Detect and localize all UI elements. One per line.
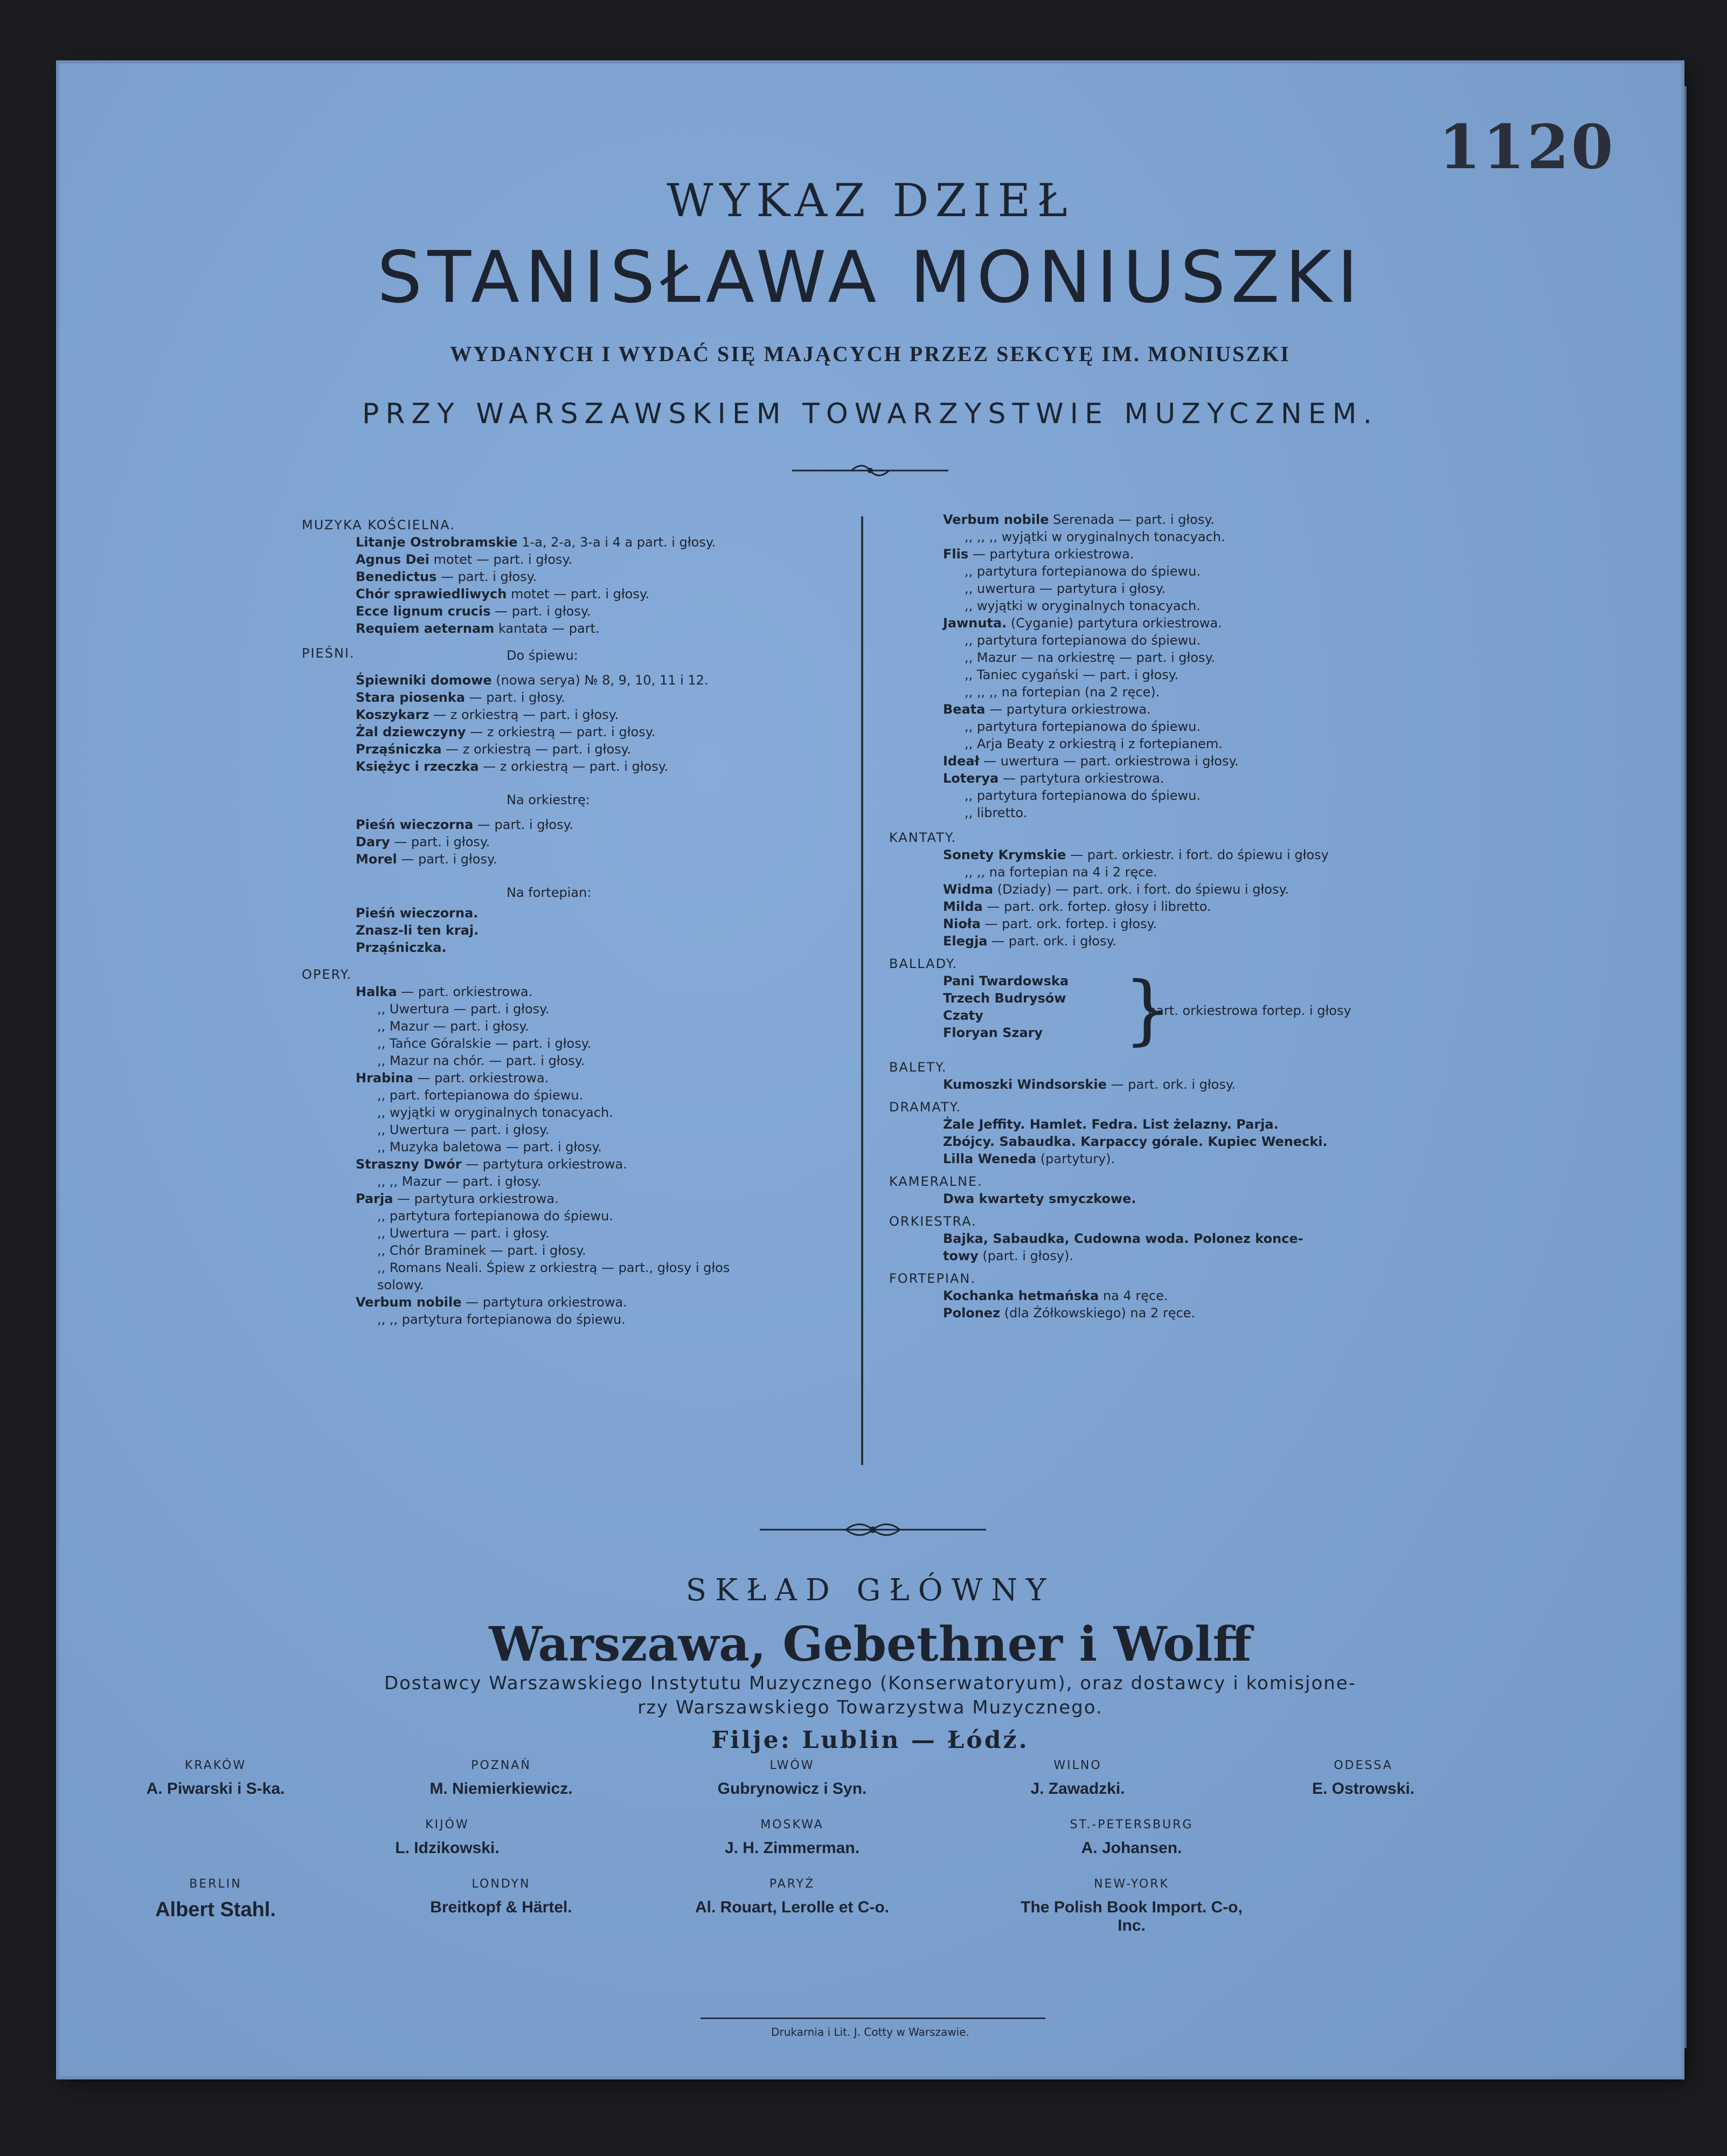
opery-list (302, 983, 878, 1328)
work-entry (889, 898, 1509, 915)
ballady-block (889, 966, 1509, 1054)
city-name: NEW-YORK (1094, 1877, 1169, 1891)
work-desc: ,, ,, na fortepian na 4 i 2 ręce. (965, 865, 1157, 880)
ornament-divider-bottom (760, 1519, 986, 1540)
section-title: DRAMATY. (889, 1100, 961, 1115)
city-name: ODESSA (1334, 1759, 1393, 1772)
dealer-entry (674, 1818, 911, 1857)
work-title: Żal dziewczyny (356, 724, 466, 740)
sklad-label: SKŁAD GŁÓWNY (685, 1573, 1055, 1608)
city-name: KIJÓW (425, 1818, 469, 1832)
work-title: Milda (943, 899, 983, 914)
work-title: Polonez (943, 1305, 1001, 1321)
heading-composer: STANISŁAWA MONIUSZKI (377, 236, 1364, 319)
work-entry (889, 787, 1509, 804)
subsection-note: Na fortepian: (507, 885, 592, 900)
work-title: Requiem aeternam (356, 621, 495, 636)
work-entry (889, 863, 1509, 881)
work-desc: ,, uwertura — partytura i głosy. (965, 581, 1166, 596)
work-desc: ,, Uwertura — part. i głosy. (377, 1122, 550, 1137)
ornament-divider-top (792, 460, 948, 481)
work-title: Jawnuta. (943, 616, 1007, 631)
work-title: Benedictus (356, 569, 437, 584)
work-desc: motet — part. i głosy. (429, 552, 572, 567)
work-entry (889, 614, 1509, 632)
dealer-name: Albert Stahl. (155, 1898, 276, 1921)
supplier-line: rzy Warszawskiego Towarzystwa Muzycznego. (637, 1697, 1103, 1718)
work-entry (889, 718, 1509, 735)
work-entry (302, 939, 878, 956)
kantaty-list (889, 846, 1509, 950)
work-entry (889, 683, 1509, 701)
work-entry (302, 1069, 878, 1087)
work-title: Koszykarz (356, 707, 429, 722)
dealer-entry (1013, 1818, 1250, 1857)
work-desc: — part. ork. i głosy. (1106, 1077, 1236, 1092)
printer-line: Drukarnia i Lit. J. Cotty w Warszawie. (771, 2026, 969, 2038)
ballady-names (943, 972, 1069, 1041)
work-entry (889, 597, 1509, 614)
work-title: Parja (356, 1191, 393, 1206)
ballada-title: Czaty (943, 1008, 983, 1023)
work-entry (302, 603, 878, 620)
work-desc: ,, Uwertura — part. i głosy. (377, 1226, 550, 1241)
work-entry (889, 915, 1509, 932)
heading-society: PRZY WARSZAWSKIEM TOWARZYSTWIE MUZYCZNEM. (362, 398, 1379, 430)
section-title: FORTEPIAN. (889, 1271, 976, 1286)
work-entry (302, 1207, 878, 1225)
work-desc: — part. orkiestr. i fort. do śpiewu i głosy (1066, 847, 1329, 862)
dealer-name: The Polish Book Import. C-o, Inc. (1021, 1898, 1243, 1934)
work-entry (889, 545, 1509, 563)
printer-rule (700, 2017, 1045, 2019)
heading-subtitle: WYDANYCH I WYDAĆ SIĘ MAJĄCYCH PRZEZ SEKCYĘ IM. MONIUSZKI (450, 342, 1291, 366)
orkiestra-line: towy (part. i głosy). (943, 1248, 1073, 1263)
work-title: Verbum nobile (356, 1295, 462, 1310)
work-desc: ,, Mazur — part. i głosy. (377, 1019, 529, 1034)
work-title: Beata (943, 702, 986, 717)
work-desc: ,, Muzyka baletowa — part. i głosy. (377, 1139, 602, 1155)
work-entry (889, 881, 1509, 898)
subsection-note: Do śpiewu: (507, 648, 578, 663)
section-title: KANTATY. (889, 830, 957, 845)
work-desc: ,, wyjątki w oryginalnych tonacyach. (965, 598, 1201, 613)
work-desc: — part. i głosy. (397, 852, 497, 867)
work-desc: — part. i głosy. (473, 817, 573, 832)
work-desc: na 4 ręce. (1099, 1288, 1168, 1303)
city-name: PARYŻ (769, 1877, 815, 1891)
work-entry (302, 816, 878, 833)
work-title: Śpiewniki domowe (356, 673, 492, 688)
dealer-entry (1245, 1759, 1482, 1798)
work-entry (302, 672, 878, 689)
work-desc: — partytura orkiestrowa. (393, 1191, 559, 1206)
city-name: MOSKWA (760, 1818, 824, 1832)
ballady-desc: part. orkiestrowa fortep. i głosy (1148, 1003, 1351, 1018)
dealer-entry (674, 1759, 911, 1798)
work-entry (302, 1259, 878, 1276)
work-entry (889, 846, 1509, 863)
work-desc: ,, Uwertura — part. i głosy. (377, 1001, 550, 1017)
work-desc: ,, Tańce Góralskie — part. i głosy. (377, 1036, 592, 1051)
city-name: ST.-PETERSBURG (1070, 1818, 1194, 1832)
work-title: Chór sprawiedliwych (356, 586, 507, 602)
work-title: Hrabina (356, 1070, 413, 1086)
work-desc: — part. i głosy. (390, 834, 490, 849)
work-desc: ,, Arja Beaty z orkiestrą i z fortepianem. (965, 736, 1223, 751)
work-desc: ,, partytura fortepianowa do śpiewu. (965, 564, 1201, 579)
work-desc: — part. orkiestrowa. (413, 1070, 549, 1086)
work-desc: ,, Mazur na chór. — part. i głosy. (377, 1053, 585, 1068)
work-entry (302, 1225, 878, 1242)
work-entry (302, 741, 878, 758)
work-entry (302, 1156, 878, 1173)
city-name: LONDYN (471, 1877, 531, 1891)
dealer-name: J. Zawadzki. (1030, 1780, 1125, 1798)
work-title: Verbum nobile (943, 512, 1049, 527)
section-title: BALLADY. (889, 956, 958, 971)
work-title: Widma (943, 882, 994, 897)
work-entry (302, 1190, 878, 1207)
work-desc: ,, Mazur — na orkiestrę — part. i głosy. (965, 650, 1215, 665)
work-desc: Serenada — part. i głosy. (1049, 512, 1215, 527)
dealer-entry (97, 1759, 334, 1798)
document-page (59, 64, 1681, 2076)
work-entry (302, 851, 878, 868)
work-entry (889, 632, 1509, 649)
dealer-entry (1013, 1877, 1250, 1935)
dealer-name: E. Ostrowski. (1312, 1780, 1415, 1798)
spiewu-list (302, 672, 878, 775)
work-desc: ,, Romans Neali. Śpiew z orkiestrą — part., głosy i głos (377, 1260, 730, 1275)
work-entry (889, 735, 1509, 752)
dealer-entry (674, 1877, 911, 1917)
dramaty-line: Lilla Weneda (partytury). (943, 1151, 1115, 1166)
work-entry (302, 758, 878, 775)
city-name: KRAKÓW (184, 1759, 247, 1772)
ballada-title: Trzech Budrysów (943, 991, 1066, 1006)
work-entry (889, 580, 1509, 597)
dealer-name: Breitkopf & Härtel. (430, 1898, 572, 1916)
work-entry (889, 1304, 1509, 1322)
work-desc: ,, partytura fortepianowa do śpiewu. (377, 1208, 613, 1224)
work-desc: (Cyganie) partytura orkiestrowa. (1007, 616, 1222, 631)
work-desc: ,, wyjątki w oryginalnych tonacyach. (377, 1105, 613, 1120)
ballada-title: Pani Twardowska (943, 973, 1069, 989)
work-entry (302, 983, 878, 1000)
work-desc: kantata — part. (494, 621, 600, 636)
catalog-number-stamp: 1120 (1439, 112, 1615, 183)
work-desc: ,, partytura fortepianowa do śpiewu. (965, 719, 1201, 734)
work-desc: motet — part. i głosy. (507, 586, 650, 602)
work-title: Pieśń wieczorna (356, 817, 474, 832)
dealer-name: M. Niemierkiewicz. (429, 1780, 573, 1798)
work-entry (302, 1242, 878, 1259)
work-desc: ,, ,, partytura fortepianowa do śpiewu. (377, 1312, 626, 1327)
work-desc: — part. ork. fortep. i głosy. (980, 916, 1157, 931)
work-desc: ,, ,, ,, na fortepian (na 2 ręce). (965, 685, 1160, 700)
left-column (302, 511, 878, 1328)
work-title: Dary (356, 834, 390, 849)
work-entry (302, 1173, 878, 1190)
dealer-entry (959, 1759, 1196, 1798)
work-title: Księżyc i rzeczka (356, 759, 479, 774)
work-desc: — partytura orkiestrowa. (968, 547, 1134, 562)
work-desc: (dla Żółkowskiego) na 2 ręce. (1000, 1305, 1196, 1321)
fortepian-left-list (302, 904, 878, 956)
dramaty-line: Zbójcy. Sabaudka. Karpaccy górale. Kupiec Wenecki. (943, 1134, 1328, 1149)
work-desc: — uwertura — part. orkiestrowa i głosy. (979, 754, 1239, 769)
work-desc: — part. i głosy. (465, 690, 565, 705)
city-name: POZNAŃ (471, 1759, 531, 1772)
work-title: Morel (356, 852, 397, 867)
work-desc: — z orkiestrą — part. i głosy. (478, 759, 669, 774)
orkiestre-list (302, 816, 878, 868)
work-title: Prząśniczka (356, 742, 442, 757)
dealer-entry (97, 1877, 334, 1922)
koscielna-list (302, 534, 878, 637)
work-entry (302, 922, 878, 939)
work-desc: 1-a, 2-a, 3-a i 4 a part. i głosy. (517, 535, 716, 550)
work-desc: — part. i głosy. (436, 569, 537, 584)
work-desc: ,, Chór Braminek — part. i głosy. (377, 1243, 586, 1258)
work-desc: — z orkiestrą — part. i głosy. (466, 724, 656, 740)
work-entry (889, 649, 1509, 666)
work-entry (302, 1276, 878, 1294)
work-desc: — part. ork. i głosy. (987, 934, 1116, 949)
dealer-name: Al. Rouart, Lerolle et C-o. (695, 1898, 890, 1916)
work-entry (302, 551, 878, 568)
work-title: Znasz-li ten kraj. (356, 923, 479, 938)
work-entry (889, 1287, 1509, 1304)
work-desc: (nowa serya) № 8, 9, 10, 11 i 12. (491, 673, 709, 688)
work-desc: ,, ,, Mazur — part. i głosy. (377, 1174, 542, 1189)
dealer-name: A. Piwarski i S-ka. (146, 1780, 285, 1798)
work-entry (302, 1138, 878, 1156)
work-entry (889, 528, 1509, 545)
work-desc: ,, part. fortepianowa do śpiewu. (377, 1088, 584, 1103)
work-title: Halka (356, 984, 397, 999)
city-name: BERLIN (189, 1877, 242, 1891)
dramaty-line: Żale Jeffity. Hamlet. Fedra. List żelazny. Parja. (943, 1117, 1279, 1132)
work-entry (302, 706, 878, 723)
city-name: WILNO (1053, 1759, 1102, 1772)
work-desc: ,, ,, ,, wyjątki w oryginalnych tonacyach. (965, 529, 1225, 544)
work-title: Kumoszki Windsorskie (943, 1077, 1107, 1092)
work-title: Elegja (943, 934, 988, 949)
section-title: OPERY. (302, 967, 352, 982)
work-entry (889, 701, 1509, 718)
dealer-name: A. Johansen. (1081, 1839, 1182, 1857)
work-desc: — part. ork. fortep. głosy i libretto. (982, 899, 1211, 914)
work-desc: (Dziady) — part. ork. i fort. do śpiewu i głosy. (993, 882, 1289, 897)
ballada-title: Floryan Szary (943, 1025, 1043, 1040)
right-column (889, 511, 1509, 1322)
work-desc: — z orkiestrą — part. i głosy. (429, 707, 619, 722)
work-entry (302, 689, 878, 706)
work-title: Ideał (943, 754, 980, 769)
work-entry (302, 904, 878, 922)
work-desc: — z orkiestrą — part. i głosy. (441, 742, 632, 757)
work-desc: ,, libretto. (965, 805, 1028, 820)
dealer-entry (383, 1877, 620, 1917)
balety-list (889, 1076, 1509, 1093)
work-desc: — part. orkiestrowa. (397, 984, 533, 999)
work-entry (302, 723, 878, 741)
work-entry (302, 1052, 878, 1069)
work-entry (889, 666, 1509, 683)
work-entry (889, 563, 1509, 580)
work-desc: ,, partytura fortepianowa do śpiewu. (965, 633, 1201, 648)
work-desc: ,, partytura fortepianowa do śpiewu. (965, 788, 1201, 803)
work-desc: — partytura orkiestrowa. (461, 1157, 627, 1172)
supplier-line: Dostawcy Warszawskiego Instytutu Muzycznego (Konserwatoryum), oraz dostawcy i komisjone- (384, 1673, 1357, 1694)
brace-glyph: } (1123, 966, 1172, 1054)
section-title: BALETY. (889, 1060, 947, 1075)
work-entry (302, 1294, 878, 1311)
work-entry (889, 752, 1509, 770)
work-title: Straszny Dwór (356, 1157, 462, 1172)
work-title: Pieśń wieczorna. (356, 906, 478, 921)
kameralne-line: Dwa kwartety smyczkowe. (943, 1191, 1136, 1206)
work-entry (302, 1311, 878, 1328)
subsection-note: Na orkiestrę: (507, 792, 590, 807)
work-entry (889, 932, 1509, 950)
work-entry (302, 585, 878, 603)
work-entry (889, 770, 1509, 787)
work-title: Stara piosenka (356, 690, 466, 705)
work-title: Ecce lignum crucis (356, 604, 491, 619)
work-desc: — partytura orkiestrowa. (461, 1295, 627, 1310)
section-title: MUZYKA KOŚCIELNA. (302, 517, 455, 533)
work-title: Prząśniczka. (356, 940, 447, 955)
section-title: KAMERALNE. (889, 1174, 983, 1189)
work-entry (889, 804, 1509, 821)
work-entry (302, 620, 878, 637)
work-entry (302, 1000, 878, 1018)
dealer-name: L. Idzikowski. (395, 1839, 500, 1857)
heading-line1: WYKAZ DZIEŁ (667, 174, 1074, 227)
branches-line: Filje: Lublin — Łódź. (711, 1726, 1029, 1754)
work-title: Loterya (943, 771, 999, 786)
work-title: Kochanka hetmańska (943, 1288, 1099, 1303)
opery-continued-list (889, 511, 1509, 821)
publisher-name: Warszawa, Gebethner i Wolff (489, 1616, 1252, 1672)
work-desc: — partytura orkiestrowa. (985, 702, 1151, 717)
work-title: Sonety Krymskie (943, 847, 1066, 862)
dealer-entry (329, 1818, 566, 1857)
section-title: ORKIESTRA. (889, 1214, 977, 1229)
work-desc: — part. i głosy. (490, 604, 591, 619)
work-entry (302, 1018, 878, 1035)
city-name: LWÓW (769, 1759, 815, 1772)
section-title: PIEŚNI. (302, 646, 355, 661)
work-title: Agnus Dei (356, 552, 429, 567)
work-entry (302, 1087, 878, 1104)
work-entry (889, 1076, 1509, 1093)
work-entry (302, 1104, 878, 1121)
work-title: Litanje Ostrobramskie (356, 535, 518, 550)
dealer-entry (383, 1759, 620, 1798)
work-desc: solowy. (377, 1277, 424, 1293)
work-entry (302, 1035, 878, 1052)
dealer-name: J. H. Zimmerman. (724, 1839, 860, 1857)
dealer-name: Gubrynowicz i Syn. (717, 1780, 867, 1798)
work-entry (302, 833, 878, 851)
work-entry (302, 568, 878, 585)
work-title: Flis (943, 547, 969, 562)
work-desc: ,, Taniec cygański — part. i głosy. (965, 667, 1179, 682)
fortepian-right-list (889, 1287, 1509, 1322)
work-title: Nioła (943, 916, 981, 931)
work-desc: — partytura orkiestrowa. (998, 771, 1164, 786)
work-entry (889, 511, 1509, 528)
work-entry (302, 1121, 878, 1138)
orkiestra-line: Bajka, Sabaudka, Cudowna woda. Polonez konce- (943, 1231, 1303, 1246)
work-entry (302, 534, 878, 551)
